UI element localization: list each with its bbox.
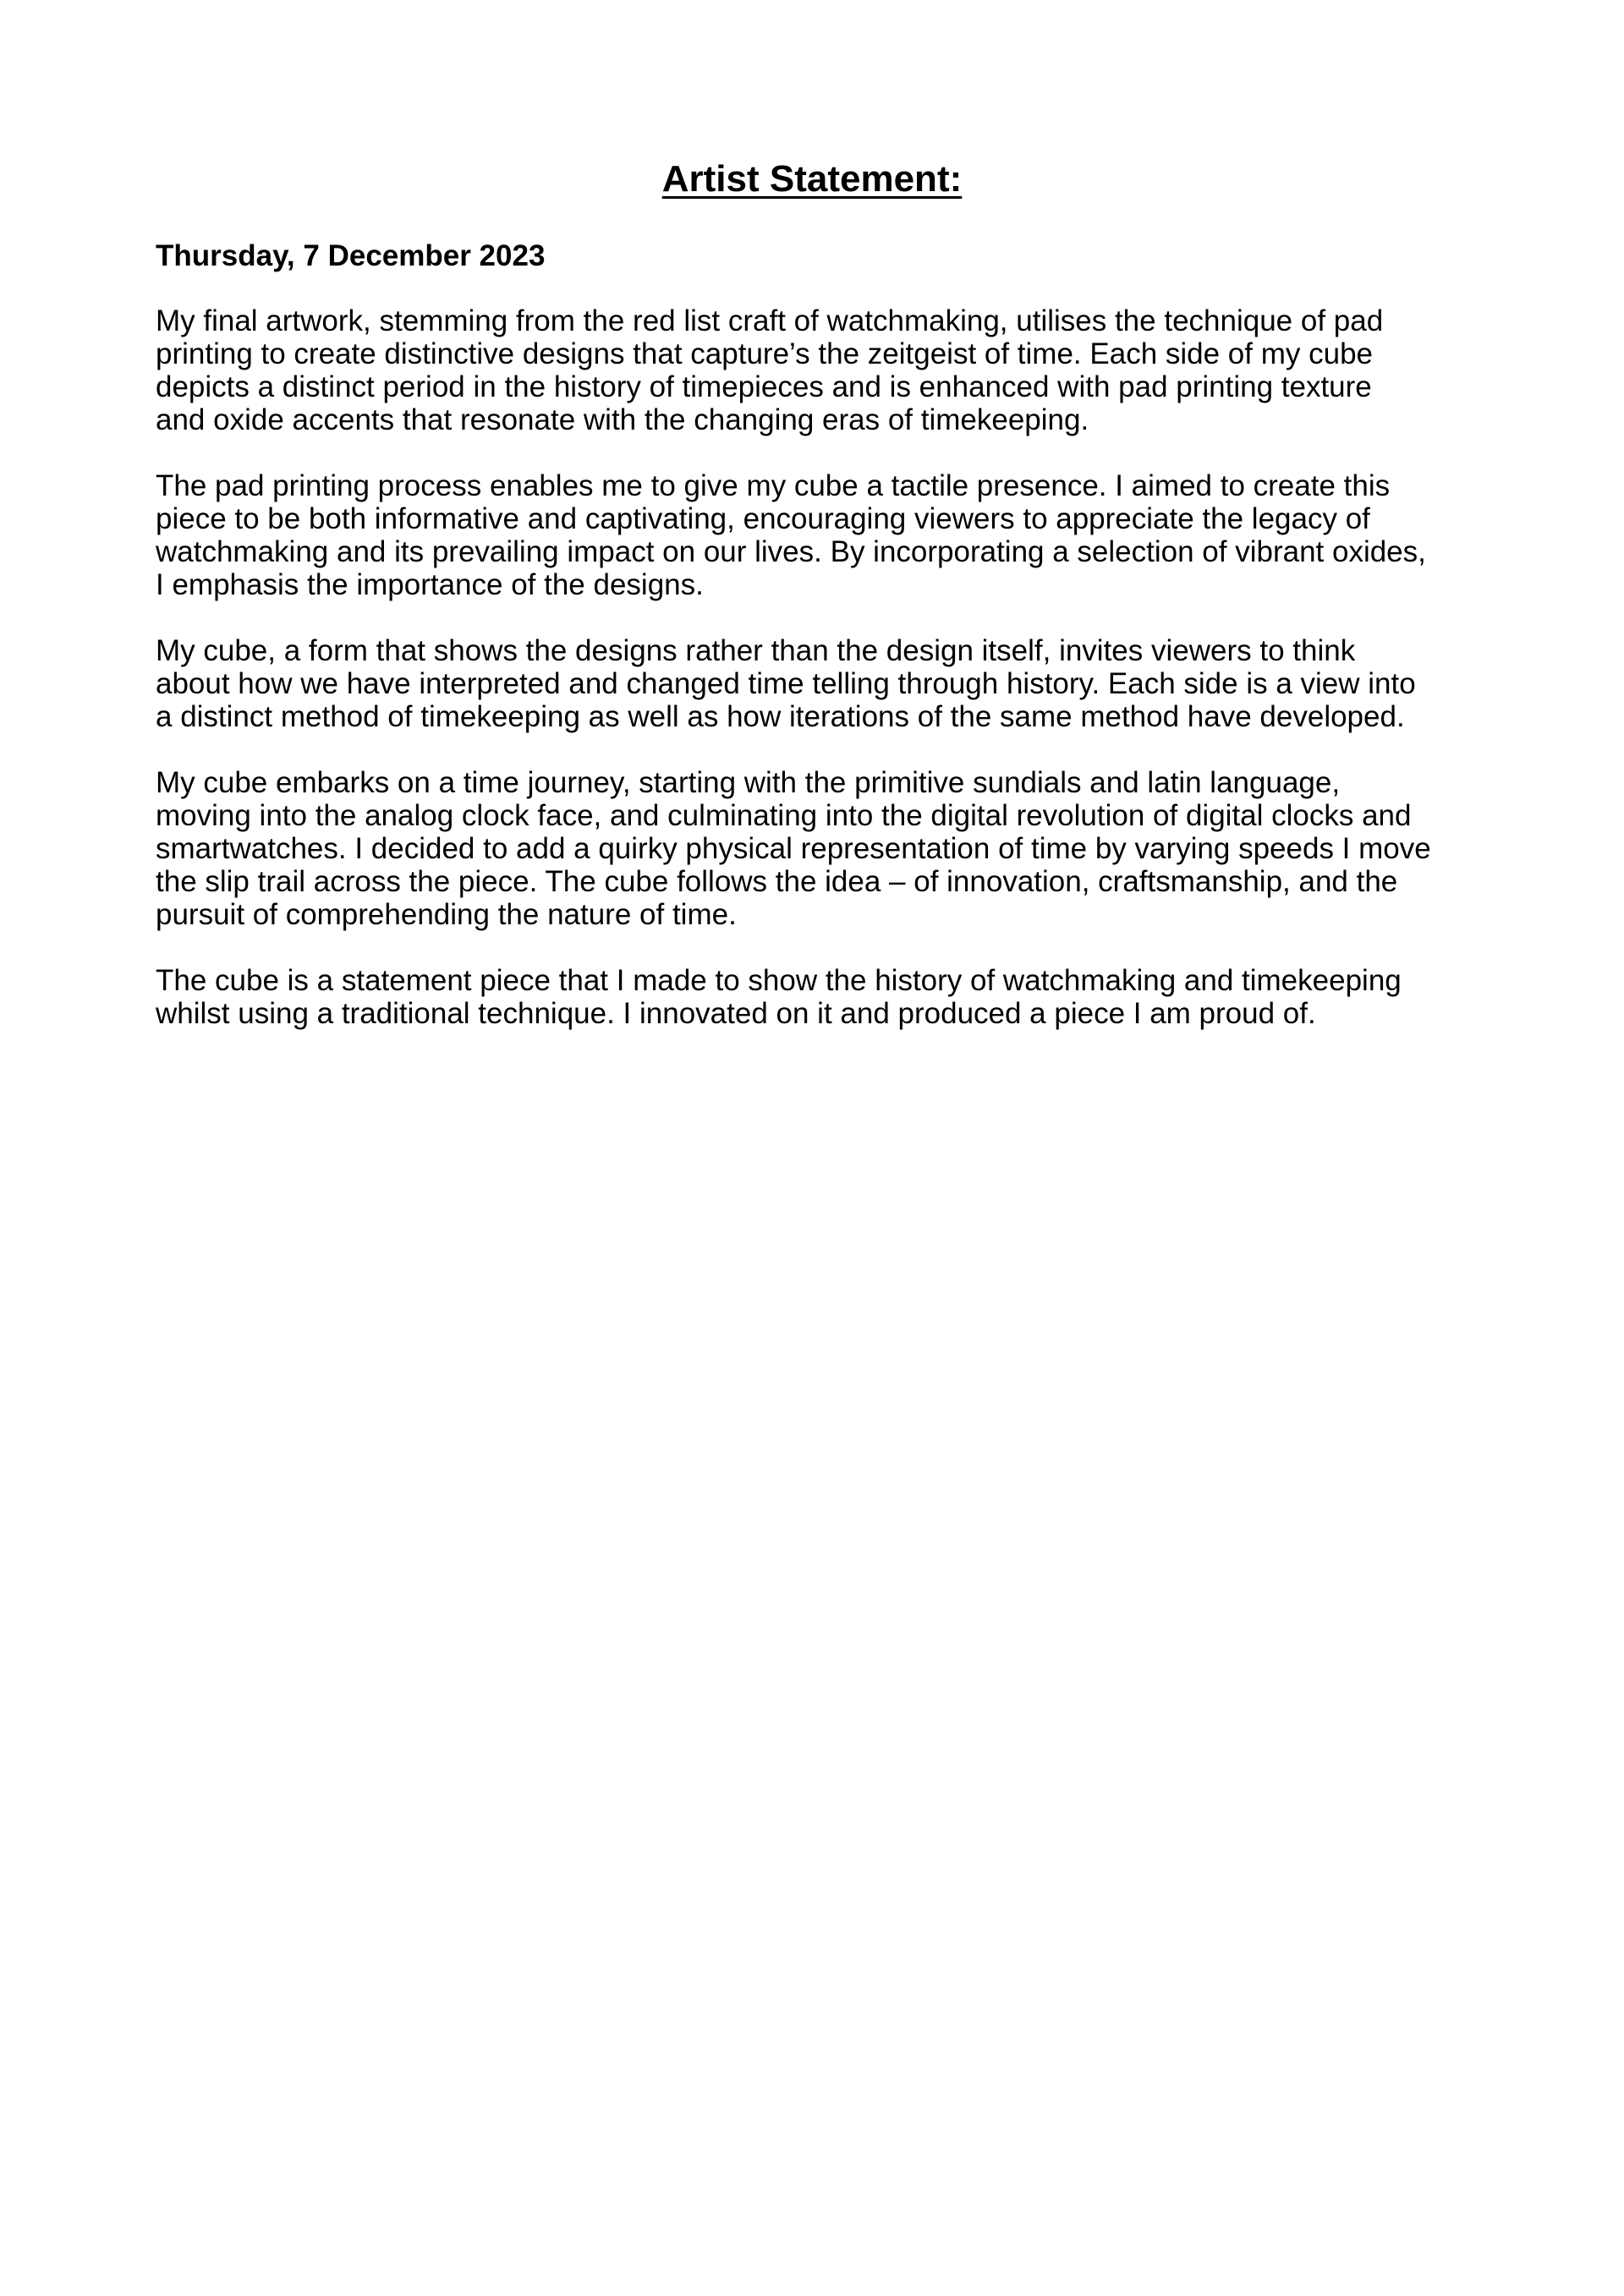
paragraph-2 [156,469,1509,601]
text-line: I emphasis the importance of the designs. [156,568,704,601]
text-line: pursuit of comprehending the nature of time. [156,898,737,931]
text-line: The cube is a statement piece that I made to show the history of watchmaking and timekeeping [156,964,1402,997]
text-line: moving into the analog clock face, and culminating into the digital revolution of digital clocks and [156,799,1412,832]
text-line: the slip trail across the piece. The cube follows the idea – of innovation, craftsmanship, and the [156,865,1398,898]
text-line: and oxide accents that resonate with the changing eras of timekeeping. [156,403,1089,436]
text-line: My cube embarks on a time journey, starting with the primitive sundials and latin language, [156,766,1341,799]
document-title: Artist Statement: [661,158,963,200]
statement-body [156,304,1509,1063]
text-line: My cube, a form that shows the designs rather than the design itself, invites viewers to think [156,634,1356,667]
text-line: smartwatches. I decided to add a quirky physical representation of time by varying speeds I move [156,832,1431,865]
text-line: watchmaking and its prevailing impact on our lives. By incorporating a selection of vibrant oxides, [156,535,1426,568]
text-line: The pad printing process enables me to give my cube a tactile presence. I aimed to create this [156,469,1391,502]
text-line: depicts a distinct period in the history of timepieces and is enhanced with pad printing texture [156,370,1372,403]
text-line: about how we have interpreted and changed time telling through history. Each side is a view into [156,667,1416,700]
paragraph-1 [156,304,1509,436]
paragraph-4 [156,766,1509,931]
text-line: whilst using a traditional technique. I innovated on it and produced a piece I am proud of. [156,997,1316,1030]
text-line: piece to be both informative and captivating, encouraging viewers to appreciate the legacy of [156,502,1370,535]
text-line: printing to create distinctive designs that capture’s the zeitgeist of time. Each side of my cube [156,337,1373,370]
text-line: a distinct method of timekeeping as well as how iterations of the same method have developed. [156,700,1405,733]
text-line: My final artwork, stemming from the red list craft of watchmaking, utilises the technique of pad [156,304,1384,337]
paragraph-3 [156,634,1509,733]
document-date: Thursday, 7 December 2023 [156,239,546,272]
paragraph-5 [156,964,1509,1030]
